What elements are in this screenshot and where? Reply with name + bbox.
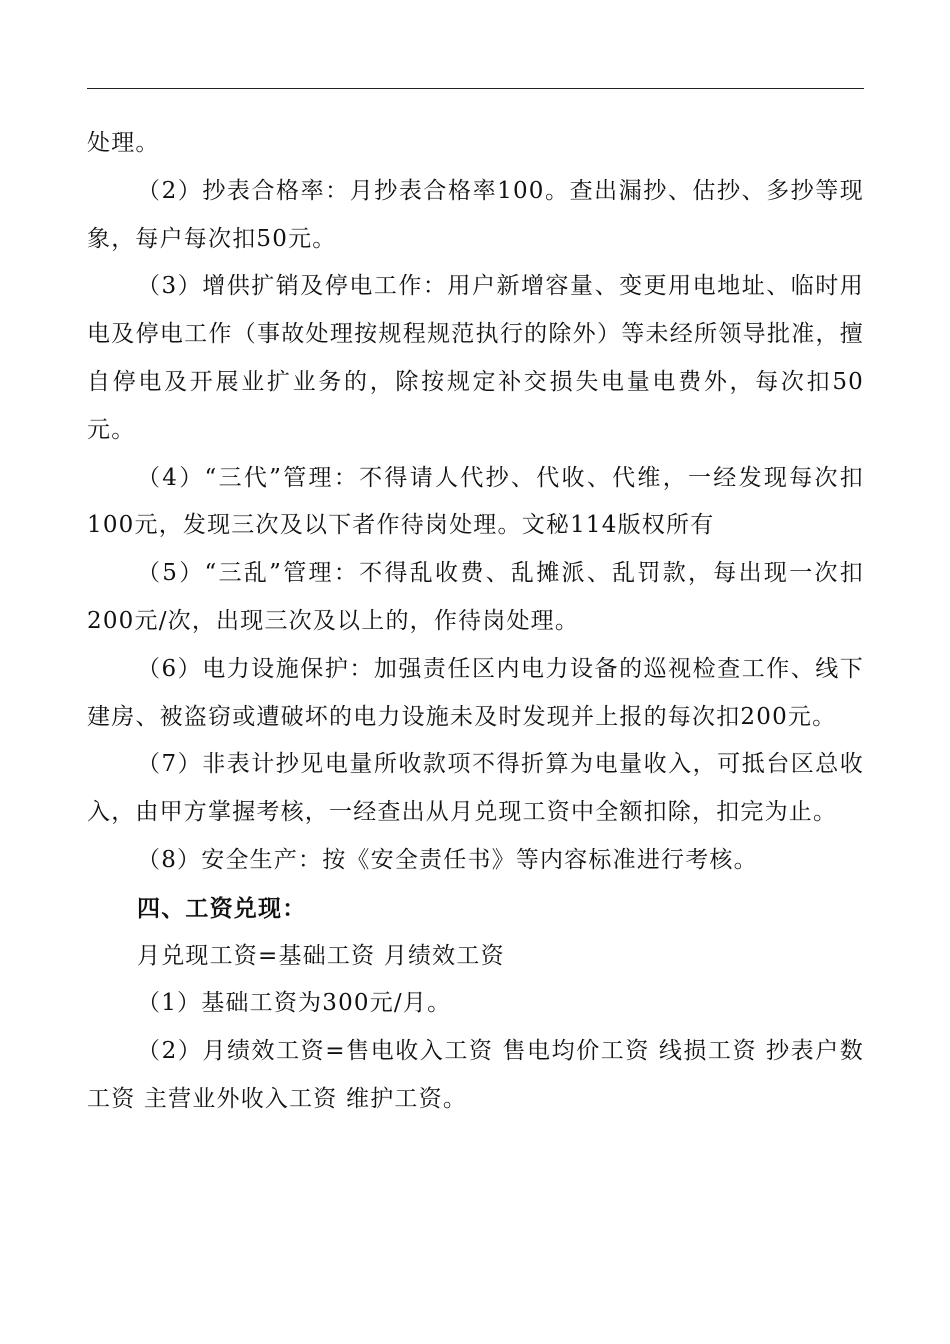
- paragraph-monthly-wage-formula: 月兑现工资=基础工资 月绩效工资: [137, 942, 505, 969]
- paragraph-meter-reading-rate: （2）抄表合格率：月抄表合格率100。查出漏抄、估抄、多抄等现象，每户每次扣50元。: [87, 177, 864, 252]
- paragraph-facility-protection: （6）电力设施保护：加强责任区内电力设备的巡视检查工作、线下建房、被盗窃或遭破坏的电力设施未及时发现并上报的每次扣200元。: [87, 655, 864, 730]
- paragraph-base-wage: （1）基础工资为300元/月。: [137, 990, 452, 1017]
- paragraph-safety-production: （8）安全生产：按《安全责任书》等内容标准进行考核。: [137, 846, 758, 873]
- paragraph-non-metered-income: （7）非表计抄见电量所收款项不得折算为电量收入，可抵台区总收入，由甲方掌握考核，一经查出从月兑现工资中全额扣除，扣完为止。: [87, 751, 864, 826]
- header-rule: [87, 88, 864, 89]
- paragraph-three-disorders: （5）“三乱”管理：不得乱收费、乱摊派、乱罚款，每出现一次扣200元/次，出现三次及以上的，作待岗处理。: [87, 560, 864, 634]
- document-body: [87, 120, 864, 1124]
- paragraph-power-outage-work: （3）增供扩销及停电工作：用户新增容量、变更用电地址、临时用电及停电工作（事故处理按规程规范执行的除外）等未经所领导批准，擅自停电及开展业扩业务的，除按规定补交损失电量电费外，每次扣50元。: [87, 273, 864, 443]
- paragraph-continuation: 处理。: [87, 130, 160, 156]
- paragraph-performance-wage: （2）月绩效工资=售电收入工资 售电均价工资 线损工资 抄表户数工资 主营业外收入工资 维护工资。: [87, 1038, 864, 1112]
- section-heading-wages: 四、工资兑现：: [137, 894, 307, 922]
- paragraph-three-substitutes: （4）“三代”管理：不得请人代抄、代收、代维，一经发现每次扣100元，发现三次及以下者作待岗处理。文秘114版权所有: [87, 464, 864, 539]
